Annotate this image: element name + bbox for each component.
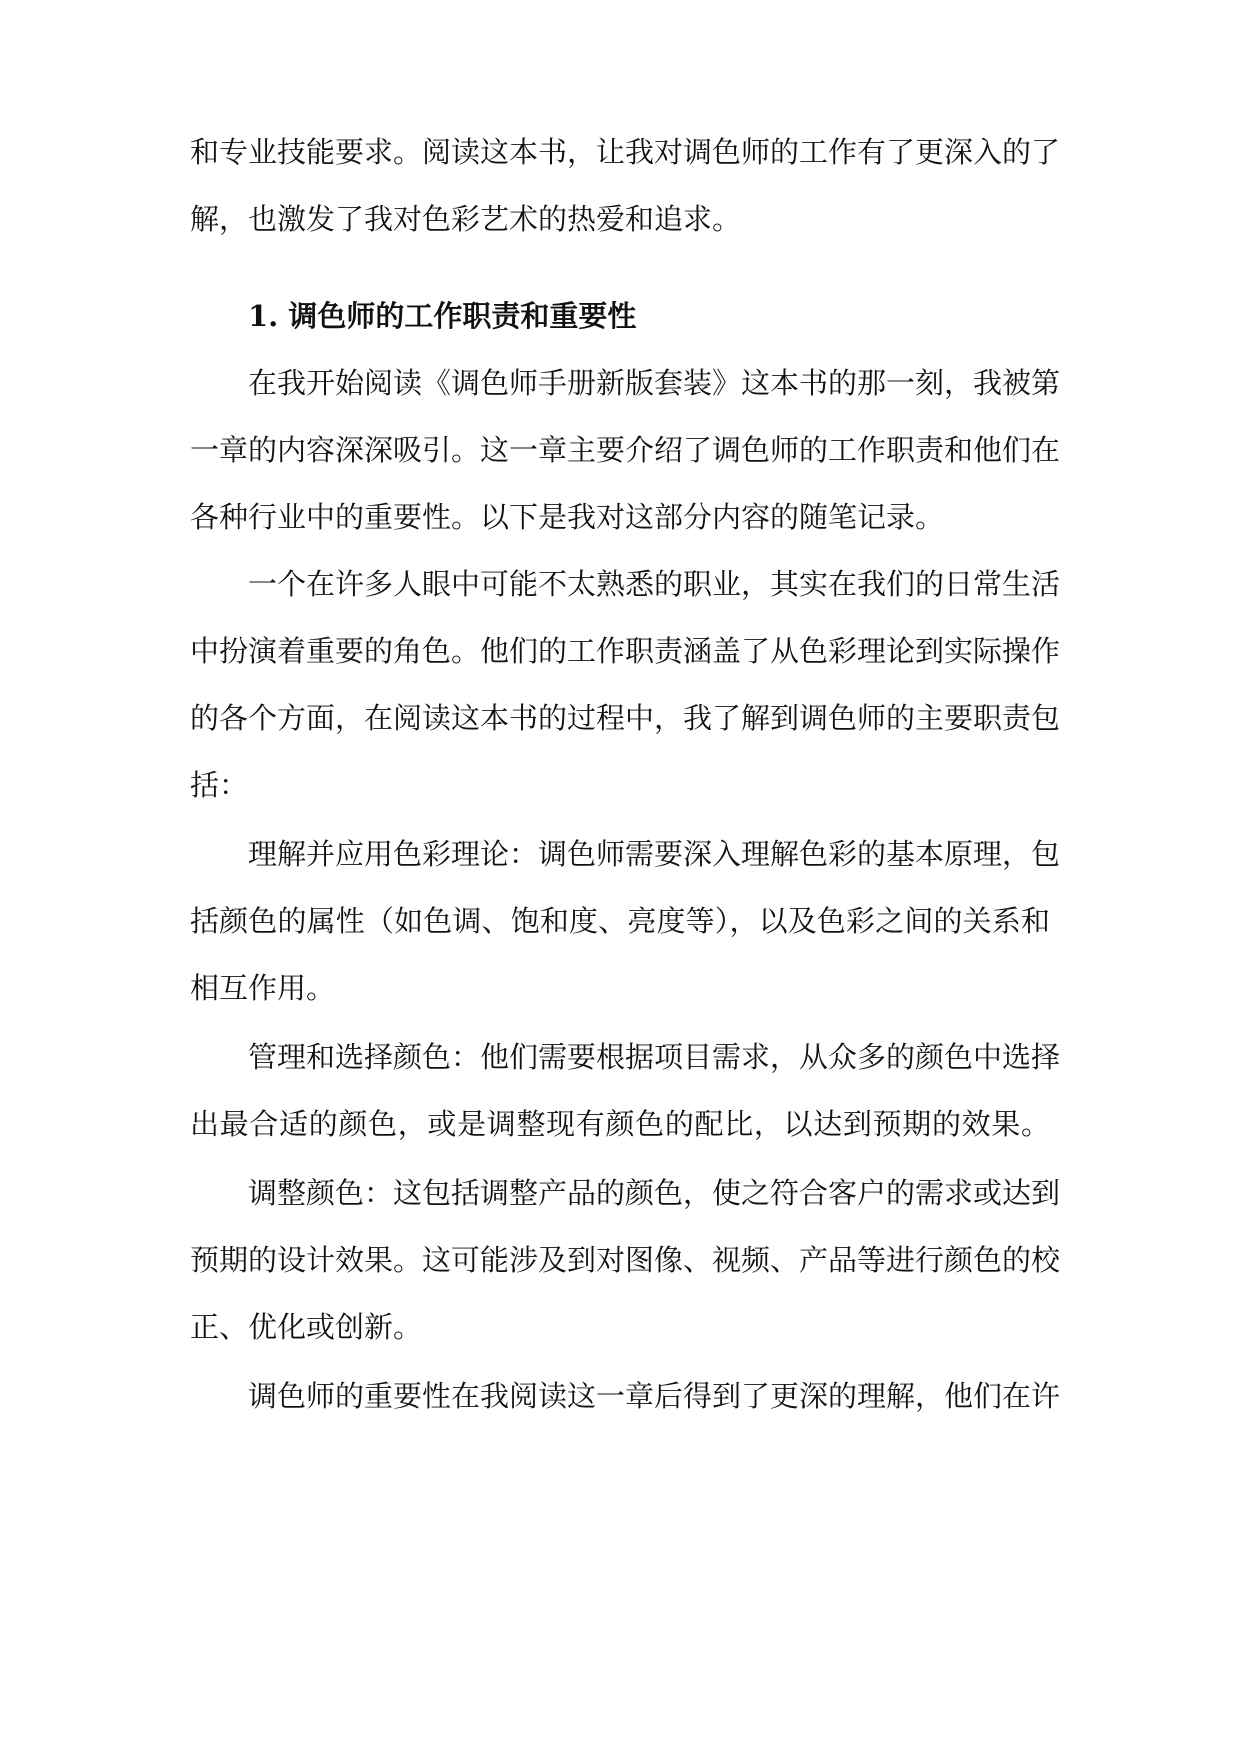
paragraph-line: 在我开始阅读《调色师手册新版套装》这本书的那一刻，我被第	[248, 366, 1061, 400]
paragraph-line: 预期的设计效果。这可能涉及到对图像、视频、产品等进行颜色的校	[190, 1243, 1061, 1277]
paragraph-line: 调色师的重要性在我阅读这一章后得到了更深的理解，他们在许	[248, 1379, 1061, 1413]
paragraph-line: 调整颜色：这包括调整产品的颜色，使之符合客户的需求或达到	[248, 1176, 1061, 1210]
paragraph-line: 中扮演着重要的角色。他们的工作职责涵盖了从色彩理论到实际操作	[190, 634, 1061, 668]
paragraph-line: 管理和选择颜色：他们需要根据项目需求，从众多的颜色中选择	[248, 1040, 1061, 1074]
paragraph-line: 的各个方面，在阅读这本书的过程中，我了解到调色师的主要职责包	[190, 701, 1061, 735]
paragraph-line: 括颜色的属性（如色调、饱和度、亮度等），以及色彩之间的关系和	[190, 904, 1050, 938]
paragraph-line: 相互作用。	[190, 971, 336, 1005]
section-heading: 1. 调色师的工作职责和重要性	[248, 299, 637, 333]
intro-line-2: 解，也激发了我对色彩艺术的热爱和追求。	[190, 202, 742, 236]
paragraph-line: 理解并应用色彩理论：调色师需要深入理解色彩的基本原理，包	[248, 837, 1061, 871]
paragraph-line: 一个在许多人眼中可能不太熟悉的职业，其实在我们的日常生活	[248, 567, 1061, 601]
paragraph-line: 正、优化或创新。	[190, 1310, 423, 1344]
intro-line-1: 和专业技能要求。阅读这本书，让我对调色师的工作有了更深入的了	[190, 135, 1061, 169]
paragraph-line: 一章的内容深深吸引。这一章主要介绍了调色师的工作职责和他们在	[190, 433, 1061, 467]
paragraph-line: 括：	[190, 768, 249, 802]
paragraph-line: 各种行业中的重要性。以下是我对这部分内容的随笔记录。	[190, 500, 945, 534]
paragraph-line: 出最合适的颜色，或是调整现有颜色的配比，以达到预期的效果。	[190, 1107, 1050, 1141]
